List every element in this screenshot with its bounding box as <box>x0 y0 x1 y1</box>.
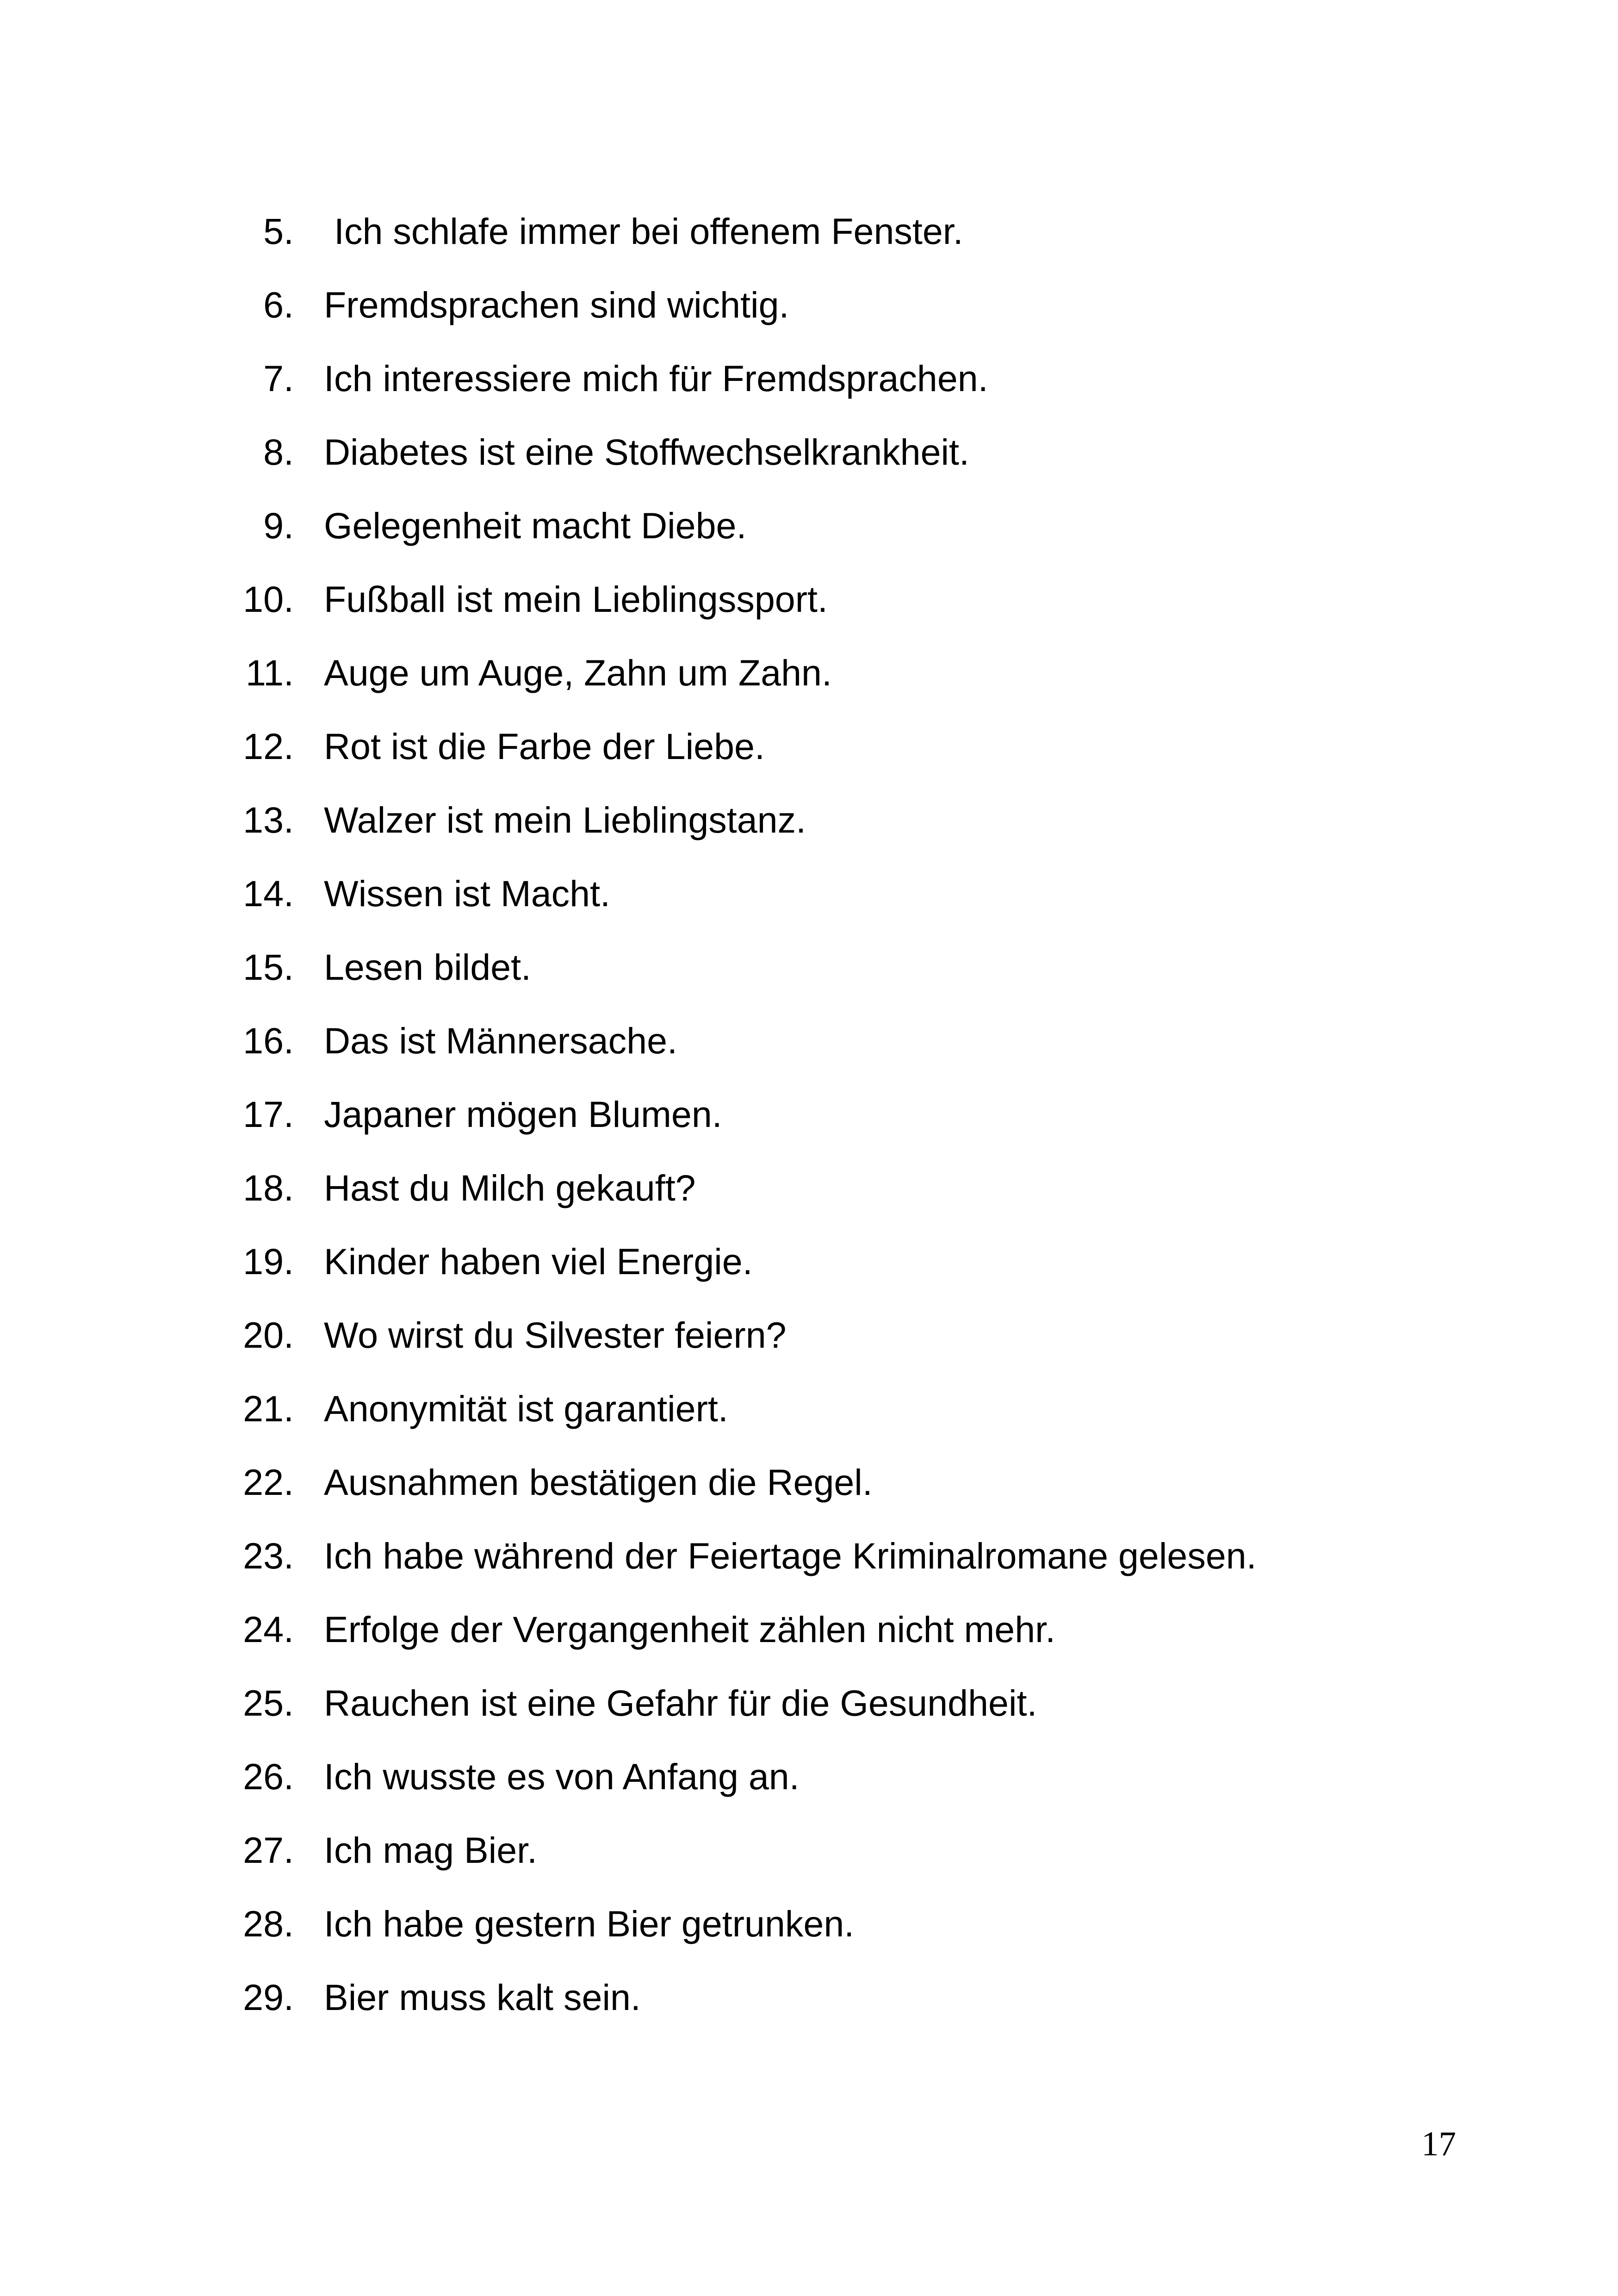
list-item <box>0 1156 1618 1229</box>
list-item <box>0 1524 1618 1597</box>
item-text: Lesen bildet. <box>324 946 532 988</box>
list-item <box>0 199 1618 273</box>
list-item <box>0 935 1618 1008</box>
list-item <box>0 1376 1618 1450</box>
list-item <box>0 1229 1618 1303</box>
item-number: 22. <box>243 1462 294 1503</box>
item-text: Gelegenheit macht Diebe. <box>324 505 747 546</box>
item-text: Ich mag Bier. <box>324 1829 538 1871</box>
item-text: Rot ist die Farbe der Liebe. <box>324 726 765 767</box>
item-text: Hast du Milch gekauft? <box>324 1167 696 1208</box>
item-text: Wo wirst du Silvester feiern? <box>324 1314 787 1356</box>
item-text: Das ist Männersache. <box>324 1020 678 1061</box>
item-text: Fußball ist mein Lieblingssport. <box>324 579 828 620</box>
list-item <box>0 420 1618 493</box>
list-item <box>0 273 1618 346</box>
item-number: 13. <box>243 799 294 840</box>
item-text: Rauchen ist eine Gefahr für die Gesundheit. <box>324 1682 1037 1724</box>
item-text: Ich schlafe immer bei offenem Fenster. <box>334 211 963 252</box>
item-number: 29. <box>243 1977 294 2018</box>
item-text: Kinder haben viel Energie. <box>324 1241 753 1282</box>
list-item <box>0 788 1618 861</box>
item-text: Ich interessiere mich für Fremdsprachen. <box>324 358 988 399</box>
item-number: 28. <box>243 1903 294 1944</box>
list-item <box>0 1450 1618 1524</box>
list-item <box>0 346 1618 420</box>
item-number: 16. <box>243 1020 294 1061</box>
item-text: Wissen ist Macht. <box>324 873 610 914</box>
list-item <box>0 1303 1618 1376</box>
item-number: 6. <box>263 284 294 325</box>
item-text: Ausnahmen bestätigen die Regel. <box>324 1462 873 1503</box>
item-number: 24. <box>243 1609 294 1650</box>
list-item <box>0 1892 1618 1965</box>
item-number: 27. <box>243 1829 294 1871</box>
list-item <box>0 1597 1618 1671</box>
list-item <box>0 1744 1618 1818</box>
item-text: Fremdsprachen sind wichtig. <box>324 284 789 325</box>
item-text: Japaner mögen Blumen. <box>324 1094 722 1135</box>
item-number: 21. <box>243 1388 294 1429</box>
item-text: Anonymität ist garantiert. <box>324 1388 728 1429</box>
item-number: 10. <box>243 579 294 620</box>
item-text: Erfolge der Vergangenheit zählen nicht mehr. <box>324 1609 1056 1650</box>
item-number: 11. <box>246 652 294 693</box>
item-text: Ich habe während der Feiertage Kriminalromane gelesen. <box>324 1535 1257 1576</box>
item-number: 25. <box>243 1682 294 1724</box>
item-number: 17. <box>243 1094 294 1135</box>
list-item <box>0 861 1618 935</box>
item-number: 23. <box>243 1535 294 1576</box>
page-number: 17 <box>1421 2125 1456 2163</box>
item-text: Ich wusste es von Anfang an. <box>324 1756 800 1797</box>
item-text: Bier muss kalt sein. <box>324 1977 641 2018</box>
item-number: 26. <box>243 1756 294 1797</box>
list-item <box>0 1008 1618 1082</box>
item-number: 19. <box>243 1241 294 1282</box>
item-text: Auge um Auge, Zahn um Zahn. <box>324 652 832 693</box>
list-item <box>0 714 1618 788</box>
item-number: 7. <box>263 358 294 399</box>
list-item <box>0 493 1618 567</box>
item-number: 9. <box>263 505 294 546</box>
item-text: Diabetes ist eine Stoffwechselkrankheit. <box>324 431 969 473</box>
item-number: 8. <box>263 431 294 473</box>
item-number: 20. <box>243 1314 294 1356</box>
list-item <box>0 567 1618 641</box>
item-number: 12. <box>243 726 294 767</box>
list-item <box>0 1082 1618 1156</box>
item-number: 14. <box>243 873 294 914</box>
item-number: 18. <box>243 1167 294 1208</box>
item-text: Ich habe gestern Bier getrunken. <box>324 1903 855 1944</box>
list-item <box>0 1965 1618 2039</box>
list-item <box>0 1671 1618 1744</box>
list-item <box>0 641 1618 714</box>
list-item <box>0 1818 1618 1892</box>
item-number: 15. <box>243 946 294 988</box>
item-number: 5. <box>263 211 294 252</box>
item-text: Walzer ist mein Lieblingstanz. <box>324 799 806 840</box>
sentence-list <box>0 199 1618 2039</box>
